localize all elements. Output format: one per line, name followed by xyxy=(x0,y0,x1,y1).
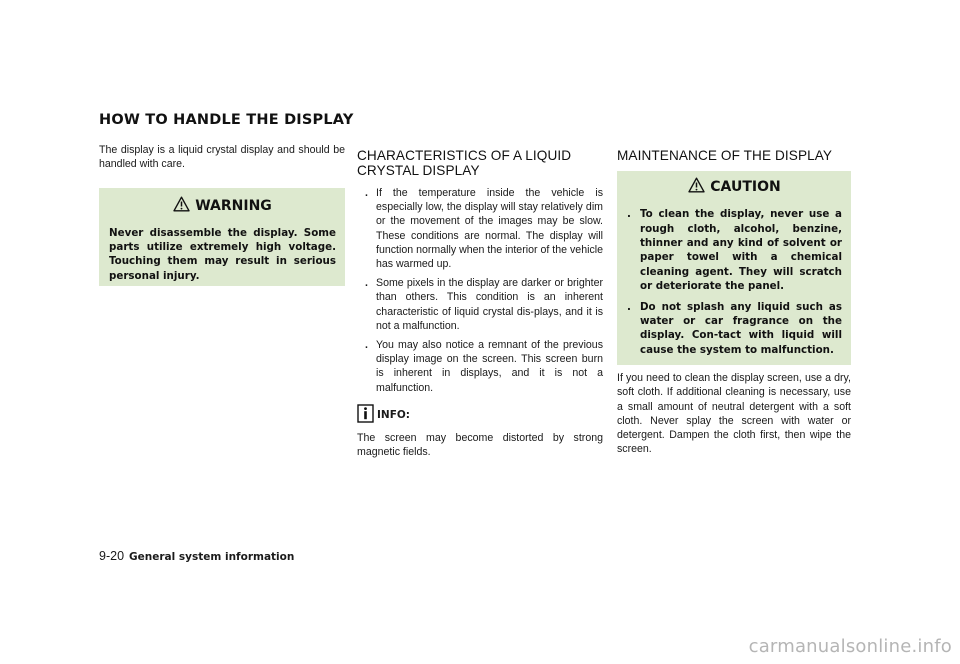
maintenance-title: MAINTENANCE OF THE DISPLAY xyxy=(617,148,833,163)
maintenance-text: If you need to clean the display screen, use a dry, soft cloth. If additional cleaning is necessary, use a small amount of neutral detergent with a soft cloth. Never splay the screen with water or detergent. Dampen the cloth first, then wipe the screen. xyxy=(617,372,851,456)
characteristics-list xyxy=(357,186,603,395)
list-item: . Some pixels in the display are darker or brighter than others. This condition is an inherent characteristic of liquid crystal dis-plays, and it is not a malfunction. xyxy=(365,277,603,332)
info-text: The screen may become distorted by strong magnetic fields. xyxy=(357,432,603,459)
info-header xyxy=(357,404,603,427)
info-label: INFO: xyxy=(377,409,410,422)
warning-text: Never disassemble the display. Some parts utilize extremely high voltage. Touching them may result in serious personal injury. xyxy=(109,226,336,282)
warning-triangle-icon xyxy=(173,196,190,216)
info-icon xyxy=(357,404,374,427)
page-number: 9-20 xyxy=(99,549,125,563)
caution-header xyxy=(627,175,842,201)
column-middle xyxy=(357,148,603,459)
caution-triangle-icon xyxy=(688,177,705,197)
list-item: . To clean the display, never use a rough cloth, alcohol, benzine, thinner and any kind of solvent or paper towel with a chemical cleaning agent. They will scratch or deteriorate the panel. xyxy=(627,208,842,293)
caution-label: CAUTION xyxy=(710,179,781,195)
list-item: . Do not splash any liquid such as water or car fragrance on the display. Con-tact with liquid will cause the system to malfunction. xyxy=(627,300,842,356)
column-right xyxy=(617,148,851,456)
warning-box xyxy=(99,188,345,286)
footer-section-title: General system information xyxy=(129,551,295,563)
intro-text: The display is a liquid crystal display and should be handled with care. xyxy=(99,144,345,171)
column-left xyxy=(99,143,345,286)
page-heading: HOW TO HANDLE THE DISPLAY xyxy=(99,112,354,128)
warning-label: WARNING xyxy=(195,198,272,215)
watermark: carmanualsonline.info xyxy=(748,636,952,657)
list-item: . If the temperature inside the vehicle is especially low, the display will stay relatively dim or the movement of the images may be slow. These conditions are normal. The display will function normally when the interior of the vehicle has warmed up. xyxy=(365,187,603,271)
page-footer xyxy=(99,549,294,563)
warning-header xyxy=(109,194,336,220)
characteristics-title: CHARACTERISTICS OF A LIQUID CRYSTAL DISPLAY xyxy=(357,148,572,178)
caution-box xyxy=(617,171,851,365)
caution-list xyxy=(627,207,842,357)
list-item: . You may also notice a remnant of the previous display image on the screen. This screen burn is inherent in displays, and it is not a malfunction. xyxy=(365,339,603,394)
